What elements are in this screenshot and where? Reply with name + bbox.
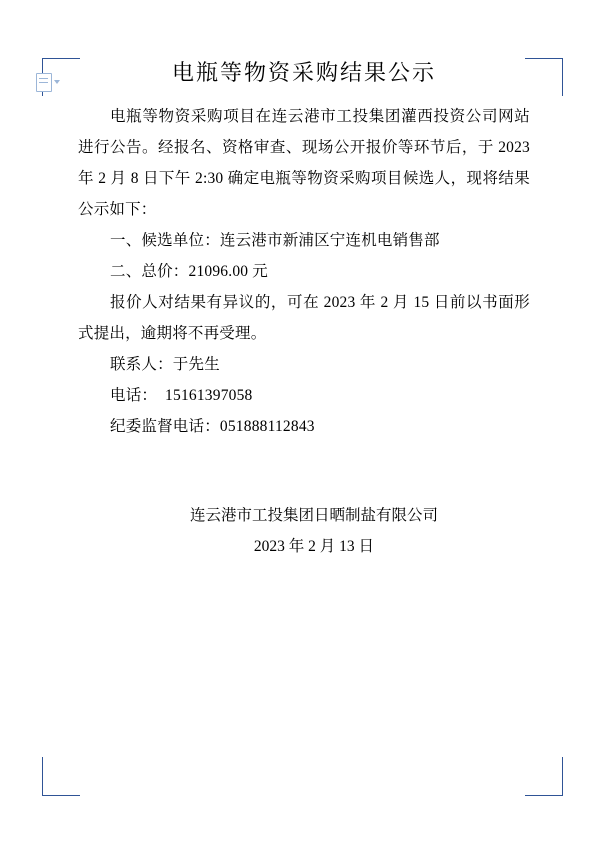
chevron-down-icon[interactable] [54, 80, 60, 84]
margin-mark-bottom-left-vertical [42, 757, 43, 795]
margin-mark-bottom-right-horizontal [525, 795, 563, 796]
margin-mark-top-right-horizontal [525, 58, 563, 59]
paragraph-supervision-phone: 纪委监督电话：051888112843 [110, 418, 315, 435]
margin-mark-top-left-horizontal [42, 58, 80, 59]
page-title: 电瓶等物资采购结果公示 [171, 60, 436, 85]
margin-mark-top-right-vertical [562, 58, 563, 96]
margin-mark-bottom-right-vertical [562, 757, 563, 795]
document-sheet-icon [36, 73, 52, 92]
paragraph-total-price: 二、总价：21096.00 元 [110, 263, 269, 280]
paragraph-candidate-unit: 一、候选单位：连云港市新浦区宁连机电销售部 [110, 232, 440, 249]
document-content [78, 56, 530, 562]
paragraph-contact-person: 联系人：于先生 [110, 356, 220, 373]
margin-mark-bottom-left-horizontal [42, 795, 80, 796]
signature-company: 连云港市工投集团日晒制盐有限公司 [189, 507, 438, 524]
signature-date: 2023 年 2 月 13 日 [253, 538, 375, 555]
document-icon[interactable] [36, 72, 62, 92]
paragraph-phone: 电话： 15161397058 [110, 387, 253, 404]
signature-block [78, 500, 530, 562]
paragraph-announcement: 电瓶等物资采购项目在连云港市工投集团灌西投资公司网站进行公告。经报名、资格审查、现场公开报价等环节后，于 2023 年 2 月 8 日下午 2:30 确定电瓶等物资采购项目候选人，现将结果公示如下： [78, 108, 530, 218]
paragraph-objection-notice: 报价人对结果有异议的，可在 2023 年 2 月 15 日前以书面形式提出，逾期将不再受理。 [78, 294, 530, 342]
